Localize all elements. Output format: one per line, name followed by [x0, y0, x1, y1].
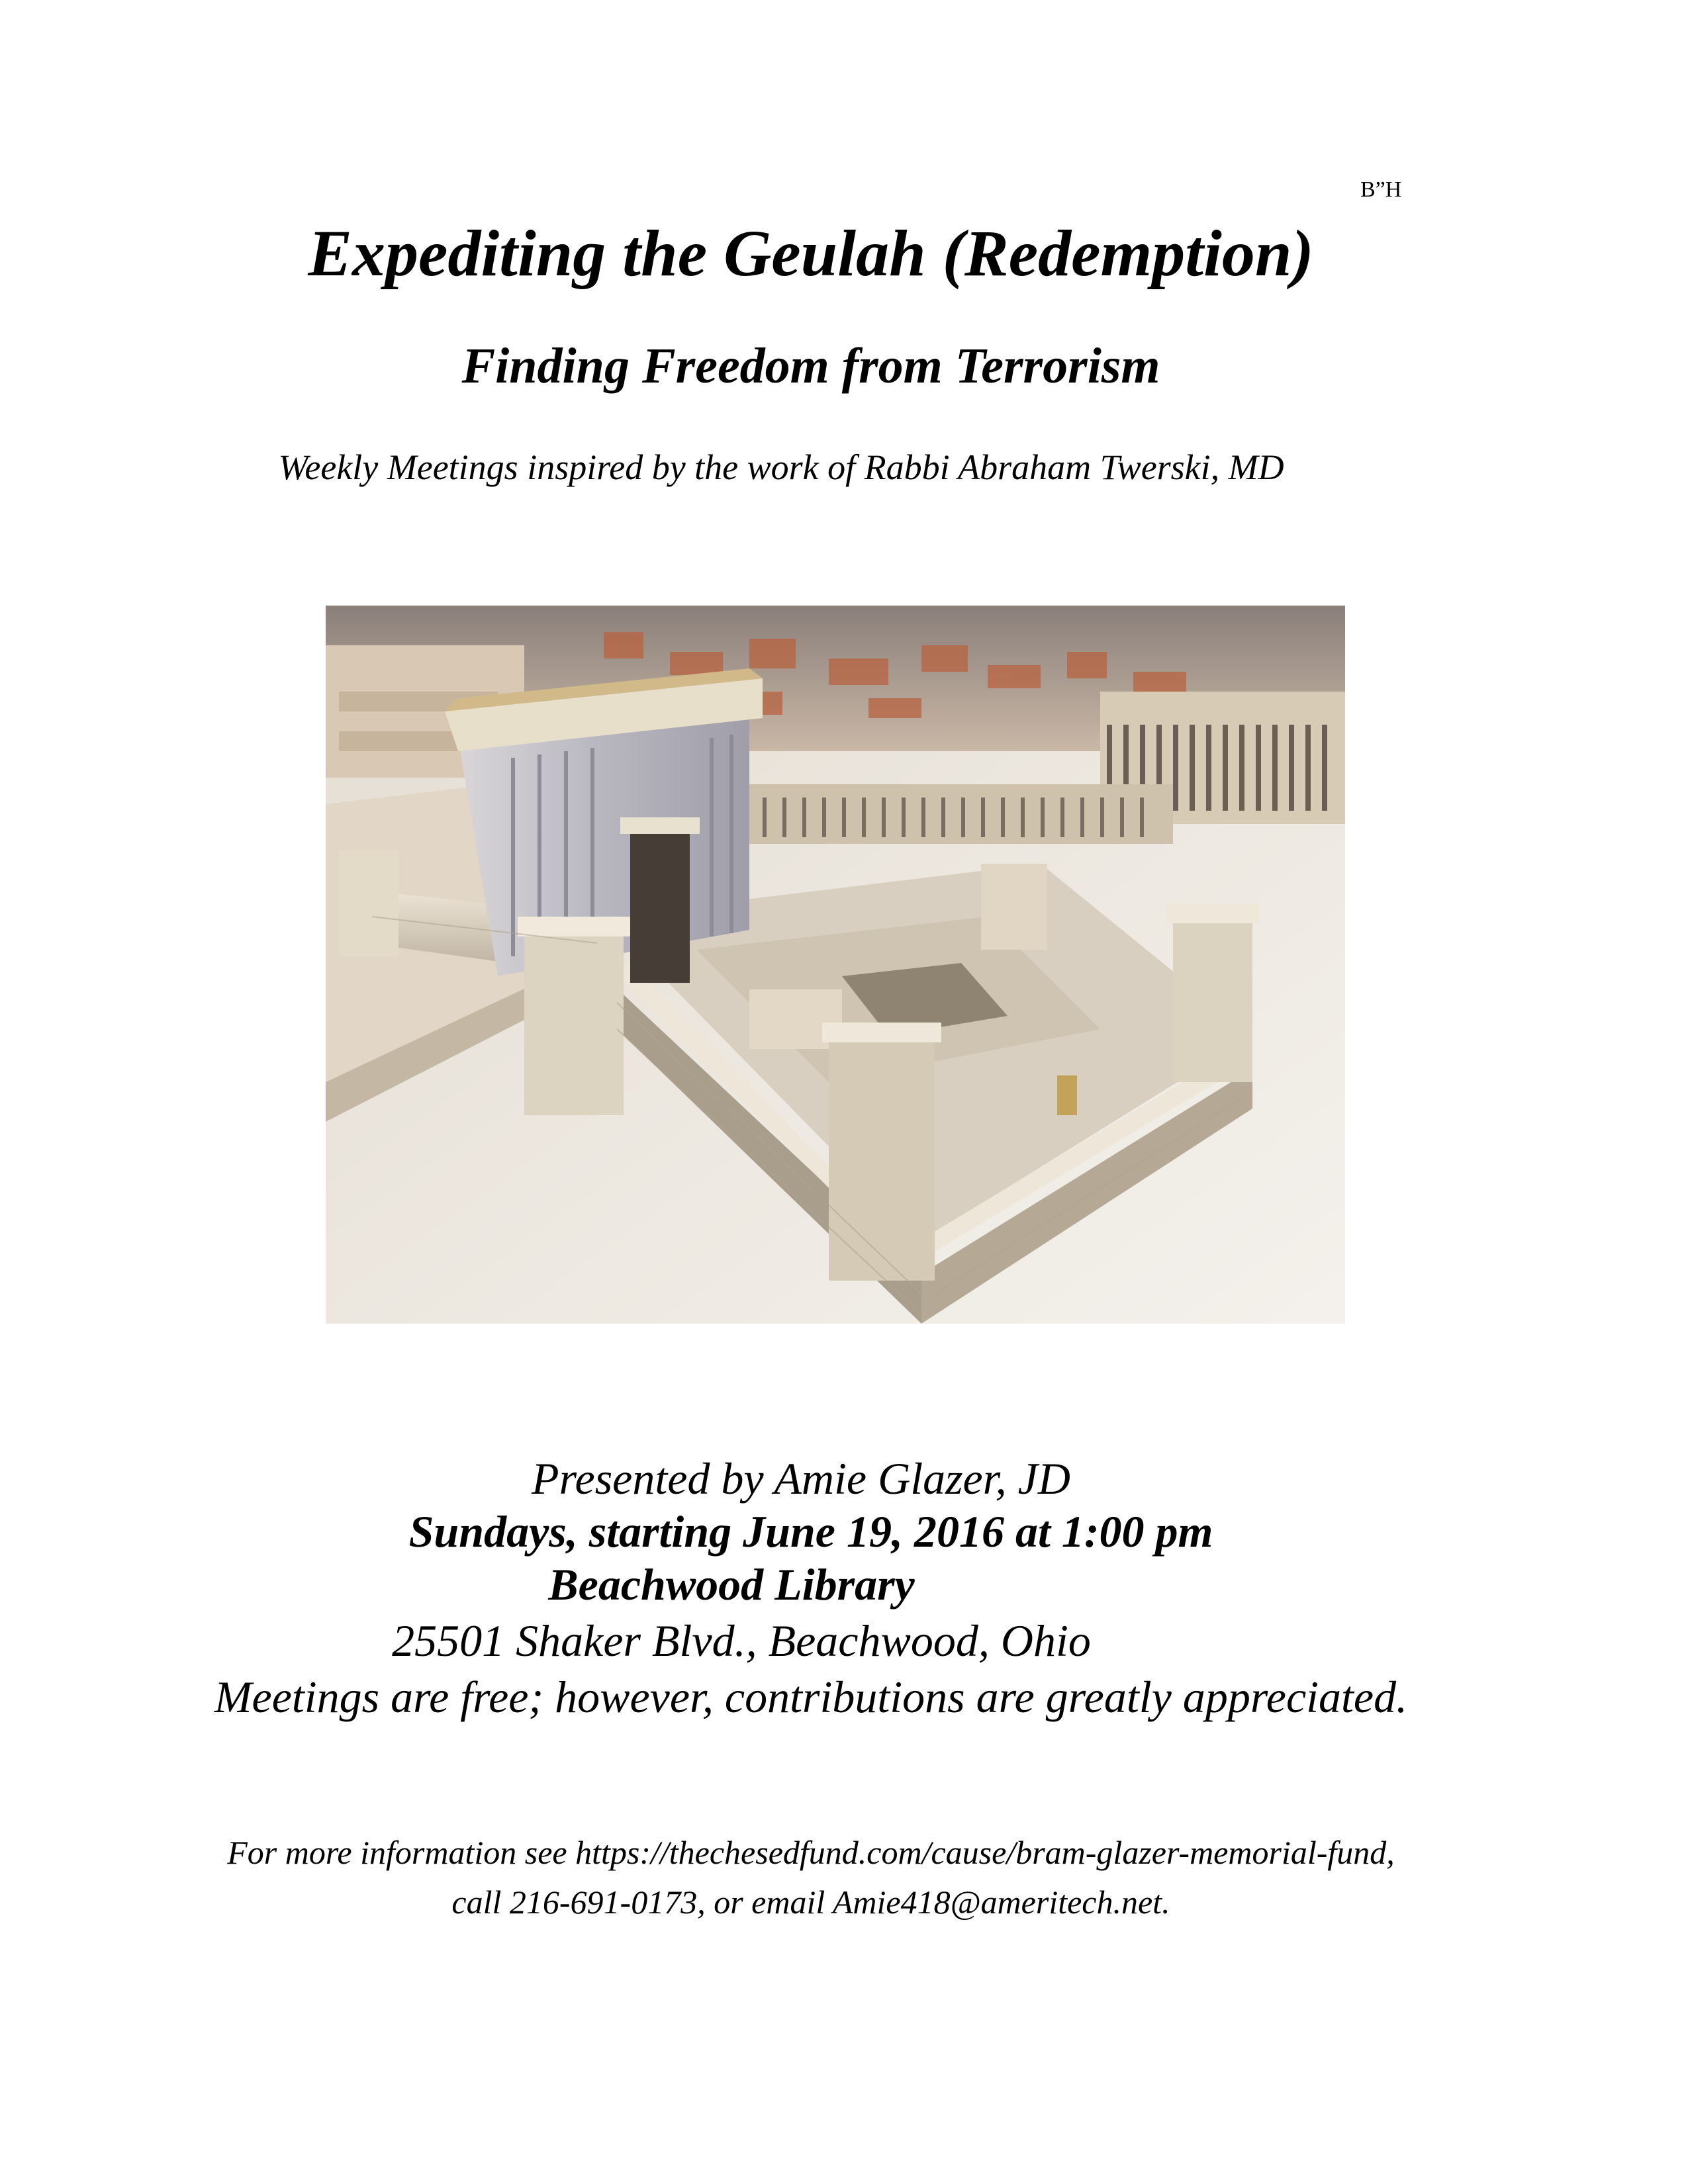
schedule-line: Sundays, starting June 19, 2016 at 1:00 pm — [408, 1506, 1213, 1557]
bh-mark: B”H — [1360, 177, 1402, 202]
address-line: 25501 Shaker Blvd., Beachwood, Ohio — [392, 1615, 1091, 1666]
flyer-subtitle: Finding Freedom from Terrorism — [461, 338, 1160, 394]
contact-info-line-1: For more information see https://thechesedfund.com/cause/bram-glazer-memorial-fund, — [227, 1834, 1395, 1871]
temple-model-illustration — [326, 606, 1345, 1324]
flyer-tagline: Weekly Meetings inspired by the work of Rabbi Abraham Twerski, MD — [278, 447, 1284, 487]
cost-note: Meetings are free; however, contributions are greatly appreciated. — [214, 1672, 1408, 1722]
contact-info-line-2: call 216-691-0173, or email Amie418@ameritech.net. — [451, 1884, 1170, 1921]
presenter-line: Presented by Amie Glazer, JD — [532, 1453, 1070, 1504]
venue-line: Beachwood Library — [548, 1559, 915, 1610]
temple-model-photo — [326, 606, 1345, 1324]
flyer-title: Expediting the Geulah (Redemption) — [308, 216, 1314, 290]
